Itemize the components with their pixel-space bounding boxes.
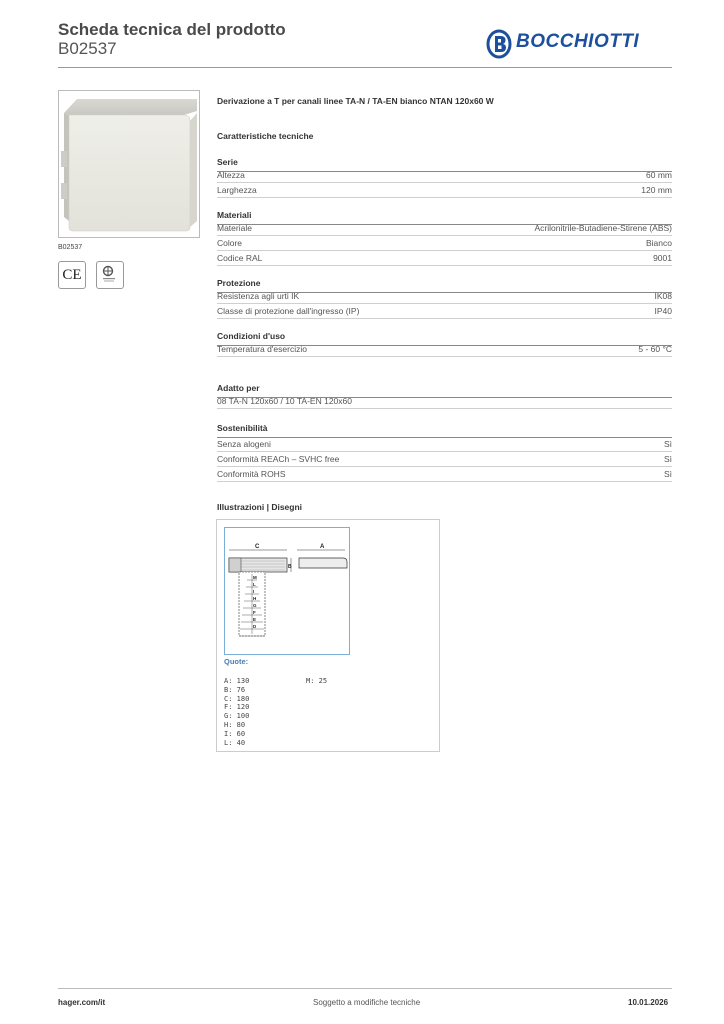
spec-row-adatto	[217, 394, 672, 409]
ce-mark-icon	[58, 261, 86, 289]
section-sostenibilita-title: Sostenibilità	[217, 423, 672, 438]
product-image	[58, 90, 200, 238]
quote-item: G: 100	[224, 712, 250, 721]
illustrations-heading: Illustrazioni | Disegni	[217, 502, 303, 512]
spec-value: Sì	[663, 454, 672, 464]
spec-label: Codice RAL	[217, 253, 263, 263]
footer-date: 10.01.2026	[628, 998, 669, 1007]
spec-value: Bianco	[646, 238, 672, 248]
spec-row-ik	[217, 289, 672, 304]
spec-value: 60 mm	[646, 170, 672, 180]
brand-name: BOCCHIOTTI	[516, 31, 640, 52]
spec-label: Conformità ROHS	[217, 469, 286, 479]
dim-label-f: F	[253, 610, 256, 615]
spec-row-larghezza	[217, 183, 672, 198]
spec-label: Temperatura d'esercizio	[217, 344, 307, 354]
spec-row-codice-ral	[217, 251, 672, 266]
quote-item: C: 180	[224, 694, 250, 703]
spec-label: Altezza	[217, 170, 245, 180]
footer-website-link[interactable]: hager.com/it	[58, 998, 106, 1007]
tech-heading: Caratteristiche tecniche	[217, 131, 314, 141]
spec-value: 120 mm	[641, 185, 672, 195]
spec-value: Sì	[663, 469, 672, 479]
bocchiotti-logo	[486, 28, 668, 60]
dim-label-e: E	[253, 617, 257, 622]
quote-item: F: 120	[224, 703, 250, 712]
quote-item: I: 60	[224, 729, 246, 738]
header-divider	[58, 67, 672, 68]
quote-item: L: 40	[224, 738, 246, 747]
page-title: Scheda tecnica del prodotto	[58, 20, 286, 39]
section-materiali-title: Materiali	[217, 210, 672, 225]
section-condizioni-title: Condizioni d'uso	[217, 331, 672, 346]
spec-label: Colore	[217, 238, 243, 248]
quote-list	[224, 677, 249, 747]
quote-title: Quote:	[224, 657, 249, 666]
spec-row-temperatura	[217, 342, 672, 357]
spec-row-materiale	[217, 221, 672, 236]
dim-label-m: M	[253, 575, 257, 580]
spec-label: Senza alogeni	[217, 439, 271, 449]
spec-value: 5 - 60 °C	[638, 344, 672, 354]
spec-value: Acrilonitrile-Butadiene-Stirene (ABS)	[534, 223, 672, 233]
quote-item: H: 80	[224, 720, 246, 729]
spec-label: Materiale	[217, 223, 252, 233]
dim-label-a: A	[320, 544, 325, 550]
dim-label-l: L	[253, 582, 256, 587]
dim-label-b: B	[288, 564, 292, 570]
section-adatto-title: Adatto per	[217, 383, 672, 398]
dim-label-g: G	[253, 603, 257, 608]
spec-label: 08 TA-N 120x60 / 10 TA-EN 120x60	[217, 396, 352, 406]
ce-mark-text: CE	[62, 266, 82, 283]
spec-label: Classe di protezione dall'ingresso (IP)	[217, 306, 360, 316]
spec-label: Larghezza	[217, 185, 257, 195]
quote-item: A: 130	[224, 677, 250, 685]
spec-row-altezza	[217, 168, 672, 183]
imq-mark-icon	[96, 261, 124, 289]
spec-row-alogeni	[217, 437, 672, 452]
quote-item: B: 76	[224, 685, 246, 694]
section-protezione-title: Protezione	[217, 278, 672, 293]
spec-row-reach	[217, 452, 672, 467]
footer-disclaimer: Soggetto a modifiche tecniche	[313, 998, 421, 1007]
dim-label-d: D	[253, 624, 257, 629]
spec-value: IP40	[654, 306, 672, 316]
imq-logo	[97, 262, 123, 288]
spec-label: Resistenza agli urti IK	[217, 291, 300, 301]
dim-label-c: C	[255, 544, 260, 550]
spec-row-ip	[217, 304, 672, 319]
product-description: Derivazione a T per canali linee TA-N / TA-EN bianco NTAN 120x60 W	[217, 96, 494, 106]
footer-divider	[58, 988, 672, 989]
dim-label-h: H	[253, 596, 257, 601]
spec-row-rohs	[217, 467, 672, 482]
spec-value: 9001	[653, 253, 672, 263]
quote-item-m: M: 25	[306, 677, 328, 685]
product-photo	[59, 91, 199, 237]
section-serie-title: Serie	[217, 157, 672, 172]
spec-label: Conformità REACh – SVHC free	[217, 454, 340, 464]
technical-drawing	[224, 527, 350, 655]
image-label: B02537	[58, 244, 83, 251]
dim-label-i: I	[253, 589, 255, 594]
spec-value: Sì	[663, 439, 672, 449]
product-code: B02537	[58, 39, 117, 58]
bocchiotti-logo-icon	[486, 29, 512, 59]
spec-value: IK08	[654, 291, 672, 301]
dimension-drawing	[225, 528, 349, 654]
spec-row-colore	[217, 236, 672, 251]
